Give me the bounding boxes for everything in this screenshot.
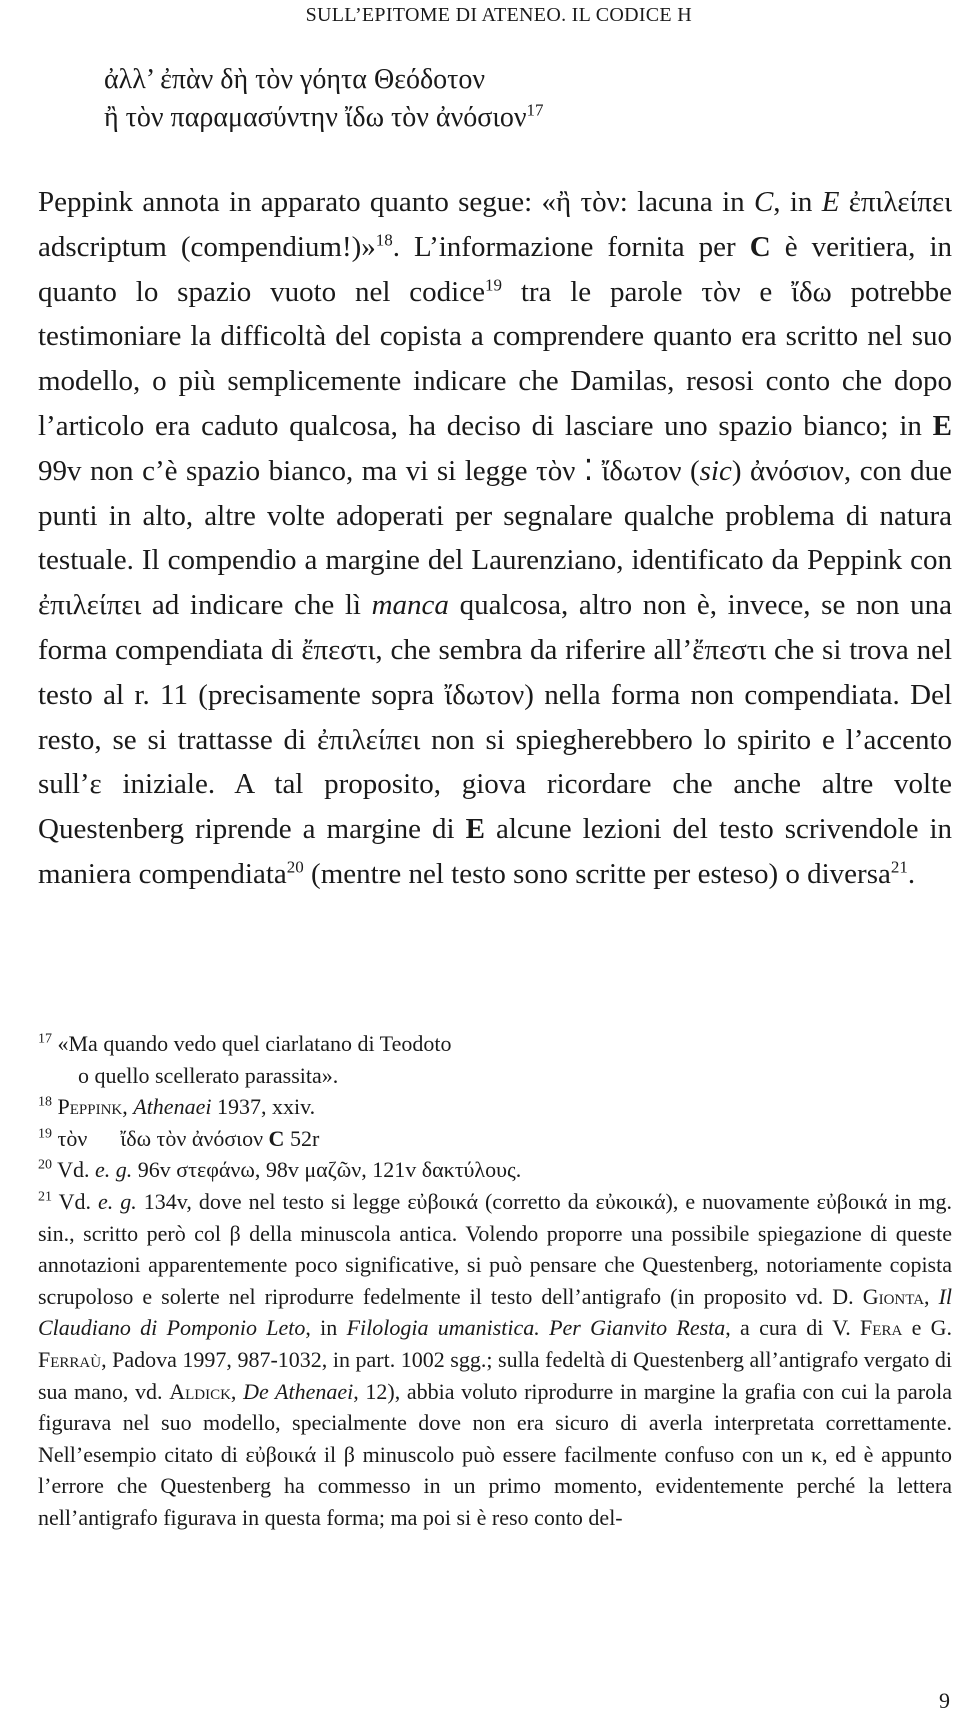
work-title: Athenaei [133,1094,212,1120]
author: Fera [860,1315,903,1341]
body-text: è veritiera, in quanto lo spazio vuoto nel codice [38,230,952,308]
footnote-number: 21 [38,1189,52,1205]
footnote-number: 20 [38,1158,52,1174]
verse-line-1: ἀλλ’ ἐπὰν δὴ τὸν γόητα Θεόδοτον [104,64,486,95]
footnote-text: 134v, dove nel testo si legge εὐβοικά (corretto da εὐκοικά), e nuovamente εὐβοικά in mg. sin., scritto però col β della minuscola antica. Volendo proporre una possibile spiegazione di queste annotazioni apparentemente poco significative, si può pensare che Questenberg, notoriamente copista scrupoloso e solerte nel riprodurre fedelmente il testo dell’antigrafo (in proposito vd. D. [38,1188,953,1309]
footnote-text: τὸν ἴδω τὸν ἀνόσιον [57,1125,269,1151]
footnote-text: 1937, xxiv. [211,1094,316,1120]
work-title: De Athenaei [243,1378,354,1404]
abbrev: e. g. [98,1188,137,1214]
footnote-text: Vd. [58,1188,98,1214]
author: Ferraù [38,1346,102,1372]
footnote-text: , 12), abbia voluto riprodurre in margine la grafia con cui la parola figurava nel suo modello, specialmente dove non era sicuro di averla interpretata correttamente. Nell’esempio citato di εὐβοικά il β minuscolo può essere facilmente confuso con un κ, ed è appunto l’errore che Questenberg ha commesso in un primo momento, evidentemente perché la lettera nell’antigrafo figurava in questa forma; ma poi si è reso conto del- [38,1378,953,1530]
footnote-text: «Ma quando vedo quel ciarlatano di Teodoto [57,1031,452,1056]
footnote-text: , Padova 1997, 987-1032, in part. 1002 sgg.; sulla fedeltà di Questenberg all’antigrafo vergato di sua mano, vd. [38,1346,952,1404]
abbrev: e. g. [95,1157,133,1183]
footnote-ref-21: 21 [890,857,908,877]
body-text: ) ἀνόσιον, con due punti in alto, altre volte adoperati per segnalare qualche problema di natura testuale. Il compendio a margine del Laurenziano, identificato da Peppink con ἐπιλείπει ad indicare che lì [38,454,952,622]
body-text: , in [773,186,822,218]
verse-line-2-text: ἢ τὸν παραμασύντην ἴδω τὸν ἀνόσιον [104,102,527,133]
footnote-20 [6,1154,952,1186]
body-text: . [907,857,916,890]
siglum: E [465,813,485,846]
work-title: Il Claudiano di Pomponio Leto [38,1283,953,1341]
footnote-text: , a cura di V. [725,1315,861,1341]
body-text: (mentre nel testo sono scritte per esteso) o diversa [303,857,891,890]
footnote-number: 19 [38,1126,52,1142]
footnote-text: e G. [902,1315,953,1341]
footnote-19 [6,1123,952,1155]
body-text: tra le parole τὸν e ἴδω potrebbe testimoniare la difficoltà del copista a comprendere quanto era scritto nel suo modello, o più semplicemente indicare che Damilas, resosi conto che dopo l’articolo era caduto qualcosa, ha deciso di lasciare uno spazio bianco; in [38,275,953,442]
body-text: Peppink annota in apparato quanto segue: «ἢ τὸν: lacuna in [38,186,754,218]
footnote-text: Vd. [57,1157,95,1183]
sic-mark: sic [699,454,732,487]
running-head: SULL’EPITOME DI ATENEO. IL CODICE H [305,4,692,26]
body-text: ἐπιλείπει adscriptum (compendium!)» [38,186,952,263]
siglum: C [749,230,771,263]
footnote-18: $^{18}$ Peppink, Athenaei 1937, xxiv. [38,1094,316,1120]
footnote-number: 17 [38,1031,52,1047]
footnote-number: 18 [38,1094,52,1110]
siglum: E [821,186,840,218]
work-title: Filologia umanistica. Per Gianvito Resta [346,1315,726,1341]
footnote-text: 96v στεφάνω, 98v μαζῶν, 121v δακτύλους. [132,1157,522,1183]
author: Peppink [57,1094,123,1120]
siglum: E [932,409,952,442]
body-text: qualcosa, altro non è, invece, se non una forma compendiata di ἔπεστι, che sembra da riferire all’ἔπεστι che si trova nel testo al r. 11 (precisamente sopra ἴδωτον) nella forma non compendiata. Del resto, se si trattasse di ἐπιλείπει non si spiegherebbero lo spirito e l’accento sull’ε iniziale. A tal proposito, giova ricordare che anche altre volte Questenberg riprende a margine di [38,589,952,846]
footnote-text: o quello scellerato parassita». [78,1062,339,1088]
footnote-ref-18: 18 [375,230,393,250]
emphasis: manca [371,589,449,622]
body-text: alcune lezioni del testo scrivendole in maniera compendiata [38,813,953,890]
footnote-text: , [924,1283,939,1309]
footnote-ref-19: 19 [484,274,502,294]
footnotes [6,1028,952,1534]
siglum: C [753,186,774,218]
author: Gionta [862,1283,925,1309]
verse-line-2 [104,100,544,136]
footnote-text: , in [305,1315,347,1341]
footnote-ref-20: 20 [286,857,304,877]
author: Aldick [169,1378,231,1404]
body-paragraph [6,180,952,897]
footnote-text: , [230,1378,244,1404]
footnote-text: 52r [284,1125,320,1151]
footnote-17 [6,1028,952,1091]
siglum: C [268,1125,285,1151]
footnote-21 [6,1186,952,1534]
footnote-ref-17: 17 [526,100,544,120]
body-text: . L’informazione fornita per [392,230,750,263]
page-number: 9 [939,1688,950,1713]
body-text: 99v non c’è spazio bianco, ma vi si legge τὸν ⁚ ἴδωτον ( [38,454,700,487]
